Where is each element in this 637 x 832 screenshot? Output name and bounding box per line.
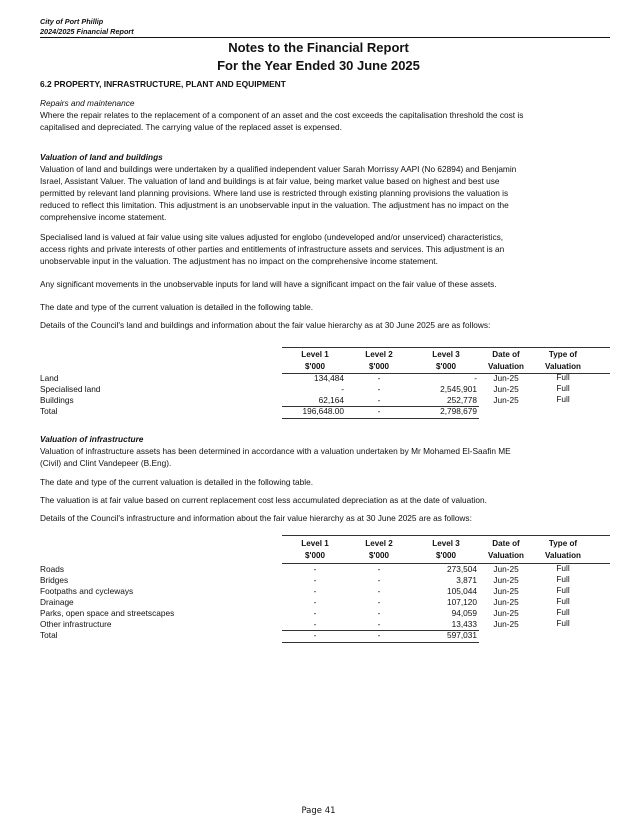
cell-date: Jun-25 [493,564,519,574]
cell-date: Jun-25 [493,575,519,585]
cell-level2: - [377,619,381,629]
land-buildings-table [40,347,610,427]
cell-level1: 62,164 [318,395,344,405]
row-label: Drainage [40,597,74,607]
col-header-level2: Level 2 $'000 [365,350,393,371]
total-bottom-rule [282,418,479,419]
col-header-type: Type of Valuation [545,350,581,371]
cell-type: Full [556,563,570,573]
land-buildings-para2-line: Specialised land is valued at fair value using site values adjusted for englobo (undeveloped and/or unserviced) characteristics, [40,232,504,242]
land-buildings-para2-line: unobservable input in the valuation. The adjustment has no impact on the comprehensive income statement. [40,256,438,266]
cell-level3: 252,778 [447,395,477,405]
cell-level3: 3,871 [456,575,477,585]
cell-level2: - [377,395,381,405]
land-buildings-para5: Details of the Council's land and buildings and information about the fair value hierarchy as at 30 June 2025 are as follows: [40,320,491,330]
infrastructure-para1-line: (Civil) and Clint Vandepeer (B.Eng). [40,458,172,468]
page-number: Page 41 [301,806,336,816]
cell-level2: - [377,575,381,585]
cell-level2: - [377,586,381,596]
repairs-text-line-2: capitalised and depreciated. The carrying value of the replaced asset is expensed. [40,122,342,132]
infrastructure-para1-line: Valuation of infrastructure assets has been determined in accordance with a valuation undertaken by Mr Mohamed El-Saafin ME [40,446,511,456]
page-subtitle: For the Year Ended 30 June 2025 [217,58,420,73]
cell-date: Jun-25 [493,597,519,607]
total-level1: - [313,630,317,640]
repairs-text-line-1: Where the repair relates to the replacement of a component of an asset and the cost exceeds the capitalisation threshold the cost is [40,110,524,120]
row-label: Footpaths and cycleways [40,586,134,596]
row-label: Buildings [40,395,74,405]
land-buildings-para1-line: Israel, Assistant Valuer. The valuation of land and buildings is at fair value, being market value based on highest and best use [40,176,500,186]
header-divider [40,37,610,38]
cell-date: Jun-25 [493,395,519,405]
table-top-rule [282,347,610,348]
cell-date: Jun-25 [493,384,519,394]
total-level1: 196,648.00 [302,406,344,416]
infrastructure-para4: Details of the Council's infrastructure and information about the fair value hierarchy as at 30 June 2025 are as follows: [40,513,472,523]
col-header-level2: Level 2 $'000 [365,539,393,560]
col-header-date: Date of Valuation [488,350,524,371]
cell-level2: - [377,564,381,574]
cell-type: Full [556,372,570,382]
cell-level1: - [313,597,317,607]
cell-date: Jun-25 [493,608,519,618]
cell-level1: - [341,384,344,394]
cell-level3: 107,120 [447,597,477,607]
cell-date: Jun-25 [493,619,519,629]
col-header-type: Type of Valuation [545,539,581,560]
cell-level3: 13,433 [451,619,477,629]
infrastructure-para3: The valuation is at fair value based on current replacement cost less accumulated depreciation as at the date of valuation. [40,495,487,505]
col-header-level1: Level 1 $'000 [301,539,329,560]
cell-type: Full [556,574,570,584]
col-header-level1: Level 1 $'000 [301,350,329,371]
infrastructure-para2: The date and type of the current valuation is detailed in the following table. [40,477,314,487]
land-buildings-para4: The date and type of the current valuation is detailed in the following table. [40,302,314,312]
cell-type: Full [556,383,570,393]
total-level3: 597,031 [447,630,477,640]
cell-type: Full [556,585,570,595]
land-buildings-para3: Any significant movements in the unobservable inputs for land will have a significant impact on the fair value of these assets. [40,279,497,289]
cell-type: Full [556,596,570,606]
report-name: 2024/2025 Financial Report [40,27,134,36]
cell-level1: 134,484 [314,373,344,383]
page-title: Notes to the Financial Report [228,40,409,55]
cell-level3: 2,545,901 [440,384,477,394]
section-heading: 6.2 PROPERTY, INFRASTRUCTURE, PLANT AND EQUIPMENT [40,79,286,89]
cell-level1: - [313,575,317,585]
cell-level2: - [377,608,381,618]
row-label: Bridges [40,575,69,585]
cell-type: Full [556,618,570,628]
total-label: Total [40,406,58,416]
total-level3: 2,798,679 [440,406,477,416]
cell-level2: - [377,597,381,607]
cell-type: Full [556,394,570,404]
cell-level1: - [313,619,317,629]
col-header-level3: Level 3 $'000 [432,350,460,371]
land-buildings-para1-line: reduced to reflect this limitation. This adjustment is an unobservable input in the valuation. The adjustment has no impact on the [40,200,509,210]
cell-level3: 273,504 [447,564,477,574]
land-buildings-para2-line: access rights and private interests of other parties and entitlements of infrastructure assets and services. This adjustment is an [40,244,505,254]
cell-type: Full [556,607,570,617]
row-label: Roads [40,564,64,574]
land-buildings-para1-line: permitted by relevant land planning provisions. Where land use is restricted through existing planning provisions the valuation is [40,188,509,198]
land-buildings-heading: Valuation of land and buildings [40,152,163,162]
total-level2: - [377,406,381,416]
cell-level1: - [313,608,317,618]
col-header-level3: Level 3 $'000 [432,539,460,560]
cell-date: Jun-25 [493,586,519,596]
cell-date: Jun-25 [493,373,519,383]
running-header [40,17,134,37]
cell-level1: - [313,564,317,574]
total-bottom-rule [282,642,479,643]
row-label: Land [40,373,59,383]
infrastructure-table [40,535,610,650]
cell-level1: - [313,586,317,596]
total-level2: - [377,630,381,640]
land-buildings-para1-line: comprehensive income statement. [40,212,167,222]
cell-level3: - [474,373,477,383]
total-label: Total [40,630,58,640]
cell-level2: - [377,384,381,394]
land-buildings-para1-line: Valuation of land and buildings were undertaken by a qualified independent valuer Sarah Morrissy AAPI (No 62894) and Benjamin [40,164,517,174]
infrastructure-heading: Valuation of infrastructure [40,434,144,444]
organisation-name: City of Port Phillip [40,17,104,26]
row-label: Specialised land [40,384,101,394]
cell-level2: - [377,373,381,383]
table-top-rule [282,535,610,536]
repairs-heading: Repairs and maintenance [40,98,135,108]
cell-level3: 94,059 [451,608,477,618]
row-label: Other infrastructure [40,619,112,629]
row-label: Parks, open space and streetscapes [40,608,175,618]
cell-level3: 105,044 [447,586,477,596]
col-header-date: Date of Valuation [488,539,524,560]
